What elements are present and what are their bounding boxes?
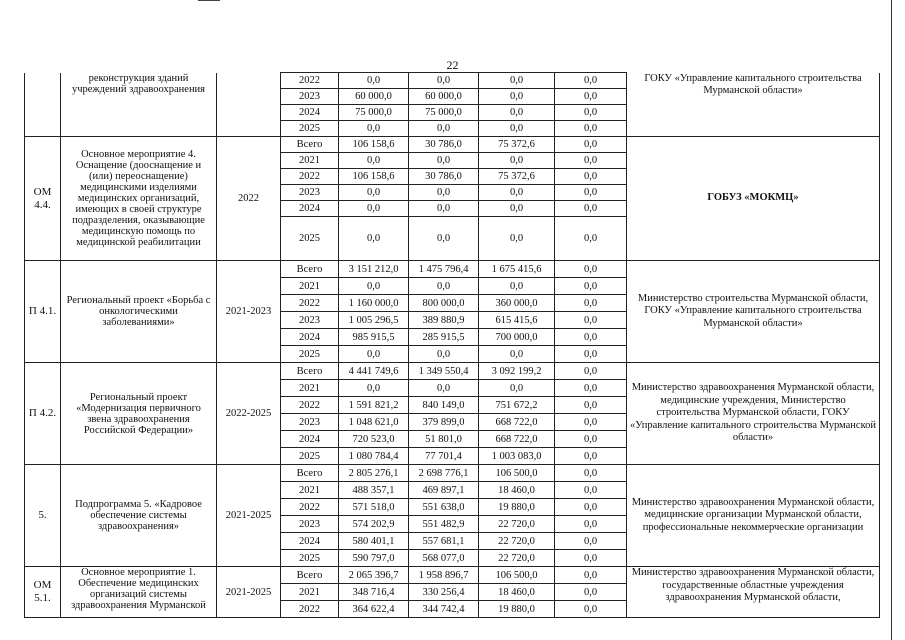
value-regional: 0,0: [409, 346, 479, 363]
year-cell: Всего: [281, 465, 339, 482]
year-cell: Всего: [281, 137, 339, 153]
value-regional: 568 077,0: [409, 550, 479, 567]
value-regional: 1 475 796,4: [409, 261, 479, 278]
value-other: 0,0: [555, 278, 627, 295]
value-regional: 379 899,0: [409, 414, 479, 431]
value-total: 1 005 296,5: [339, 312, 409, 329]
value-total: 580 401,1: [339, 533, 409, 550]
value-regional: 0,0: [409, 380, 479, 397]
value-total: 348 716,4: [339, 584, 409, 601]
year-cell: 2024: [281, 431, 339, 448]
value-total: 1 160 000,0: [339, 295, 409, 312]
value-regional: 1 958 896,7: [409, 567, 479, 584]
value-regional: 77 701,4: [409, 448, 479, 465]
year-cell: 2022: [281, 397, 339, 414]
value-federal: 19 880,0: [479, 601, 555, 618]
value-federal: 0,0: [479, 278, 555, 295]
value-federal: 0,0: [479, 380, 555, 397]
value-federal: 22 720,0: [479, 550, 555, 567]
value-total: 60 000,0: [339, 89, 409, 105]
value-total: 0,0: [339, 278, 409, 295]
year-cell: 2022: [281, 499, 339, 516]
year-cell: Всего: [281, 567, 339, 584]
year-cell: 2022: [281, 169, 339, 185]
value-total: 1 591 821,2: [339, 397, 409, 414]
year-cell: 2025: [281, 346, 339, 363]
value-federal: 75 372,6: [479, 137, 555, 153]
row-executor: Министерство здравоохранения Мурманской области, государственные областные учреждения здравоохранения Мурманской области,: [627, 567, 880, 618]
row-name: Основное мероприятие 4. Оснащение (дооснащение и (или) переоснащение) медицинскими изделиями медицинских организаций, имеющих в своей структуре подразделения, оказывающие медицинскую помощь по медицинской реабилитации: [61, 137, 217, 261]
row-name: реконструкция зданий учреждений здравоохранения: [61, 73, 217, 137]
value-other: 0,0: [555, 601, 627, 618]
row-executor: Министерство здравоохранения Мурманской области, медицинские организации Мурманской области, профессиональные некоммерческие организации: [627, 465, 880, 567]
value-other: 0,0: [555, 121, 627, 137]
value-regional: 0,0: [409, 185, 479, 201]
value-other: 0,0: [555, 201, 627, 217]
year-cell: 2022: [281, 295, 339, 312]
row-name: Подпрограмма 5. «Кадровое обеспечение системы здравоохранения»: [61, 465, 217, 567]
value-total: 574 202,9: [339, 516, 409, 533]
value-regional: 30 786,0: [409, 137, 479, 153]
value-other: 0,0: [555, 89, 627, 105]
value-regional: 30 786,0: [409, 169, 479, 185]
table-row: [25, 137, 880, 153]
year-cell: 2021: [281, 380, 339, 397]
value-other: 0,0: [555, 329, 627, 346]
value-total: 0,0: [339, 185, 409, 201]
value-other: 0,0: [555, 397, 627, 414]
value-other: 0,0: [555, 73, 627, 89]
value-regional: 0,0: [409, 278, 479, 295]
value-federal: 0,0: [479, 73, 555, 89]
value-total: 106 158,6: [339, 137, 409, 153]
year-cell: 2022: [281, 601, 339, 618]
value-total: 4 441 749,6: [339, 363, 409, 380]
value-federal: 0,0: [479, 346, 555, 363]
year-cell: 2025: [281, 217, 339, 261]
row-executor: ГОКУ «Управление капитального строительства Мурманской области»: [627, 73, 880, 137]
year-cell: 2024: [281, 533, 339, 550]
value-regional: 389 880,9: [409, 312, 479, 329]
value-total: 590 797,0: [339, 550, 409, 567]
row-executor: Министерство здравоохранения Мурманской области, медицинские учреждения, Министерство строительства Мурманской области, ГОКУ «Управление капитального строительства Мурманской области»: [627, 363, 880, 465]
value-federal: 0,0: [479, 201, 555, 217]
value-other: 0,0: [555, 448, 627, 465]
value-other: 0,0: [555, 550, 627, 567]
value-regional: 0,0: [409, 73, 479, 89]
year-cell: 2022: [281, 73, 339, 89]
year-cell: 2024: [281, 105, 339, 121]
year-cell: 2025: [281, 550, 339, 567]
value-other: 0,0: [555, 584, 627, 601]
value-total: 571 518,0: [339, 499, 409, 516]
value-regional: 551 482,9: [409, 516, 479, 533]
value-total: 0,0: [339, 201, 409, 217]
value-federal: 75 372,6: [479, 169, 555, 185]
value-federal: 19 880,0: [479, 499, 555, 516]
row-period: 2021-2023: [217, 261, 281, 363]
value-federal: 22 720,0: [479, 516, 555, 533]
value-total: 0,0: [339, 380, 409, 397]
value-federal: 1 675 415,6: [479, 261, 555, 278]
value-other: 0,0: [555, 312, 627, 329]
value-federal: 615 415,6: [479, 312, 555, 329]
value-other: 0,0: [555, 261, 627, 278]
value-total: 75 000,0: [339, 105, 409, 121]
value-total: 1 080 784,4: [339, 448, 409, 465]
value-total: 3 151 212,0: [339, 261, 409, 278]
value-federal: 18 460,0: [479, 482, 555, 499]
row-code: П 4.2.: [25, 363, 61, 465]
value-regional: 551 638,0: [409, 499, 479, 516]
row-name: Основное мероприятие 1. Обеспечение медицинских организаций системы здравоохранения Мурманской: [61, 567, 217, 618]
value-other: 0,0: [555, 153, 627, 169]
value-federal: 1 003 083,0: [479, 448, 555, 465]
value-other: 0,0: [555, 185, 627, 201]
year-cell: 2021: [281, 153, 339, 169]
table-row: [25, 363, 880, 380]
row-code: ОМ 4.4.: [25, 137, 61, 261]
table-row: [25, 73, 880, 89]
table-row: [25, 465, 880, 482]
value-other: 0,0: [555, 567, 627, 584]
value-other: 0,0: [555, 295, 627, 312]
value-total: 2 065 396,7: [339, 567, 409, 584]
value-regional: 0,0: [409, 217, 479, 261]
value-total: 720 523,0: [339, 431, 409, 448]
value-federal: 668 722,0: [479, 414, 555, 431]
value-federal: 3 092 199,2: [479, 363, 555, 380]
value-other: 0,0: [555, 431, 627, 448]
value-regional: 0,0: [409, 201, 479, 217]
row-name: Региональный проект «Борьба с онкологическими заболеваниями»: [61, 261, 217, 363]
row-code: [25, 73, 61, 137]
value-other: 0,0: [555, 169, 627, 185]
value-other: 0,0: [555, 482, 627, 499]
financing-table: [24, 72, 880, 618]
value-total: 0,0: [339, 217, 409, 261]
value-regional: 1 349 550,4: [409, 363, 479, 380]
value-regional: 800 000,0: [409, 295, 479, 312]
value-federal: 751 672,2: [479, 397, 555, 414]
value-federal: 360 000,0: [479, 295, 555, 312]
value-federal: 106 500,0: [479, 567, 555, 584]
value-federal: 0,0: [479, 185, 555, 201]
year-cell: 2024: [281, 329, 339, 346]
value-federal: 22 720,0: [479, 533, 555, 550]
table-row: [25, 261, 880, 278]
value-federal: 0,0: [479, 121, 555, 137]
row-period: 2022-2025: [217, 363, 281, 465]
value-federal: 106 500,0: [479, 465, 555, 482]
year-cell: 2023: [281, 516, 339, 533]
value-regional: 330 256,4: [409, 584, 479, 601]
value-federal: 0,0: [479, 89, 555, 105]
value-regional: 840 149,0: [409, 397, 479, 414]
row-period: 2021-2025: [217, 567, 281, 618]
value-other: 0,0: [555, 346, 627, 363]
page-number: 22: [446, 58, 459, 72]
value-total: 106 158,6: [339, 169, 409, 185]
year-cell: 2023: [281, 414, 339, 431]
value-other: 0,0: [555, 105, 627, 121]
value-other: 0,0: [555, 533, 627, 550]
value-other: 0,0: [555, 465, 627, 482]
value-regional: 0,0: [409, 153, 479, 169]
value-total: 1 048 621,0: [339, 414, 409, 431]
value-other: 0,0: [555, 499, 627, 516]
year-cell: 2023: [281, 89, 339, 105]
value-other: 0,0: [555, 137, 627, 153]
page-top-mark: [198, 0, 220, 1]
value-federal: 0,0: [479, 153, 555, 169]
row-executor: ГОБУЗ «МОКМЦ»: [627, 137, 880, 261]
row-code: ОМ 5.1.: [25, 567, 61, 618]
value-federal: 668 722,0: [479, 431, 555, 448]
value-federal: 18 460,0: [479, 584, 555, 601]
value-other: 0,0: [555, 363, 627, 380]
year-cell: 2023: [281, 312, 339, 329]
value-regional: 469 897,1: [409, 482, 479, 499]
value-total: 0,0: [339, 73, 409, 89]
row-period: 2022: [217, 137, 281, 261]
value-regional: 557 681,1: [409, 533, 479, 550]
value-federal: 0,0: [479, 217, 555, 261]
value-total: 2 805 276,1: [339, 465, 409, 482]
value-total: 0,0: [339, 121, 409, 137]
value-other: 0,0: [555, 414, 627, 431]
value-total: 488 357,1: [339, 482, 409, 499]
year-cell: Всего: [281, 363, 339, 380]
value-federal: 700 000,0: [479, 329, 555, 346]
year-cell: 2021: [281, 278, 339, 295]
value-other: 0,0: [555, 380, 627, 397]
row-name: Региональный проект «Модернизация первичного звена здравоохранения Российской Федерации»: [61, 363, 217, 465]
value-regional: 285 915,5: [409, 329, 479, 346]
row-executor: Министерство строительства Мурманской области, ГОКУ «Управление капитального строительства Мурманской области»: [627, 261, 880, 363]
value-other: 0,0: [555, 516, 627, 533]
year-cell: 2025: [281, 121, 339, 137]
value-federal: 0,0: [479, 105, 555, 121]
value-regional: 2 698 776,1: [409, 465, 479, 482]
year-cell: 2021: [281, 584, 339, 601]
value-total: 0,0: [339, 153, 409, 169]
table-row: [25, 567, 880, 584]
row-code: 5.: [25, 465, 61, 567]
value-total: 985 915,5: [339, 329, 409, 346]
value-total: 0,0: [339, 346, 409, 363]
row-period: [217, 73, 281, 137]
value-regional: 51 801,0: [409, 431, 479, 448]
value-total: 364 622,4: [339, 601, 409, 618]
value-regional: 75 000,0: [409, 105, 479, 121]
year-cell: 2024: [281, 201, 339, 217]
value-other: 0,0: [555, 217, 627, 261]
year-cell: 2023: [281, 185, 339, 201]
row-period: 2021-2025: [217, 465, 281, 567]
year-cell: 2025: [281, 448, 339, 465]
page-edge-line: [891, 0, 892, 640]
year-cell: 2021: [281, 482, 339, 499]
value-regional: 60 000,0: [409, 89, 479, 105]
value-regional: 344 742,4: [409, 601, 479, 618]
year-cell: Всего: [281, 261, 339, 278]
value-regional: 0,0: [409, 121, 479, 137]
row-code: П 4.1.: [25, 261, 61, 363]
